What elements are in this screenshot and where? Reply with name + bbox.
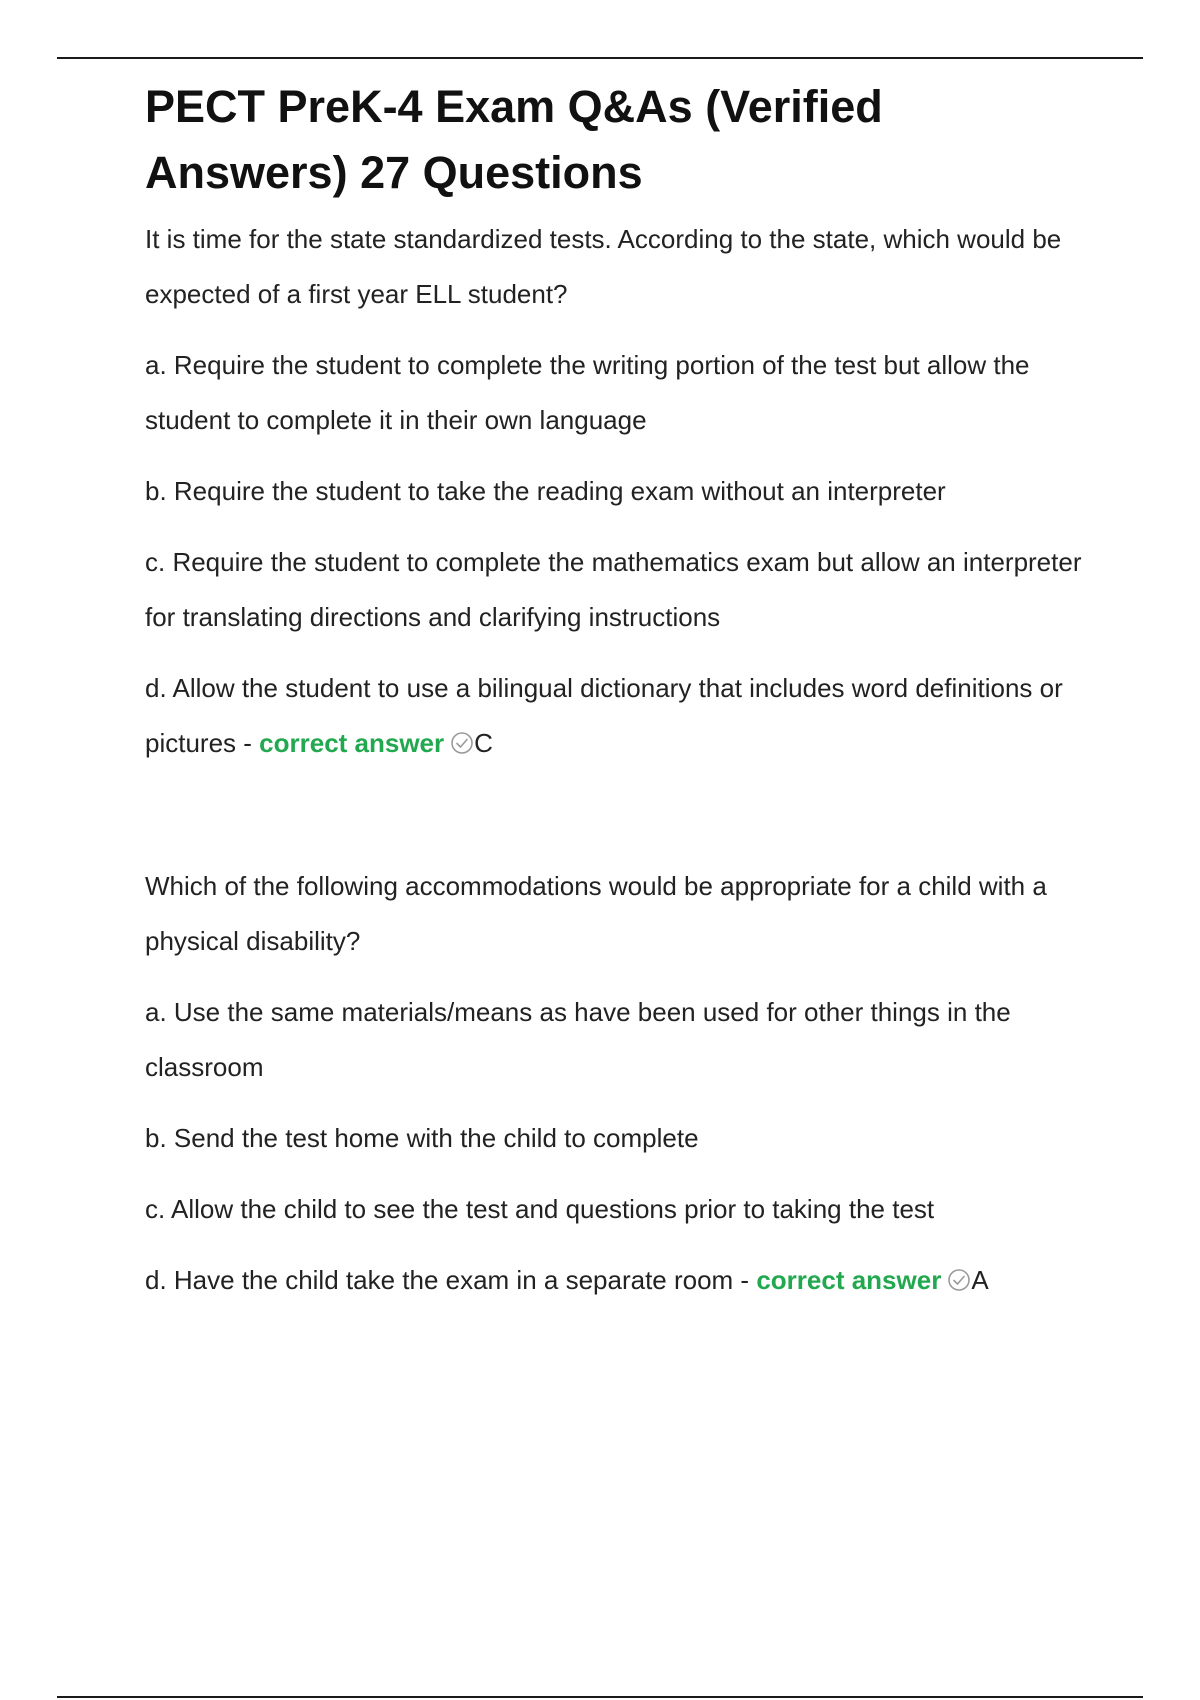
- bottom-rule: [57, 1696, 1143, 1698]
- question-1: [145, 212, 1085, 771]
- correct-answer-label: correct answer: [756, 1265, 942, 1295]
- document-body: [145, 74, 1085, 1308]
- question-2-option-c: c. Allow the child to see the test and questions prior to taking the test: [145, 1194, 935, 1224]
- question-2-prompt: Which of the following accommodations would be appropriate for a child with a physical disability?: [145, 871, 1047, 956]
- question-2: [145, 859, 1085, 1308]
- question-2-option-a: a. Use the same materials/means as have been used for other things in the classroom: [145, 997, 1011, 1082]
- question-1-option-d: [145, 661, 1085, 771]
- question-2-answer-letter: A: [971, 1265, 989, 1295]
- correct-answer-label: correct answer: [259, 728, 445, 758]
- question-1-option-c: c. Require the student to complete the mathematics exam but allow an interpreter for translating directions and clarifying instructions: [145, 547, 1082, 632]
- document-title: PECT PreK-4 Exam Q&As (Verified Answers) 27 Questions: [145, 81, 883, 198]
- question-2-option-b: b. Send the test home with the child to complete: [145, 1123, 699, 1153]
- question-2-options: [145, 985, 1085, 1308]
- check-circle-icon: [450, 731, 474, 755]
- question-2-option-d: [145, 1253, 1085, 1308]
- top-rule: [57, 57, 1143, 59]
- question-2-option-d-text: d. Have the child take the exam in a separate room -: [145, 1265, 750, 1295]
- question-1-prompt: It is time for the state standardized tests. According to the state, which would be expected of a first year ELL student?: [145, 224, 1062, 309]
- question-1-option-a: a. Require the student to complete the writing portion of the test but allow the student to complete it in their own language: [145, 350, 1030, 435]
- question-1-option-b: b. Require the student to take the reading exam without an interpreter: [145, 476, 946, 506]
- check-circle-icon: [947, 1268, 971, 1292]
- question-1-options: [145, 338, 1085, 771]
- question-1-option-d-text: d. Allow the student to use a bilingual dictionary that includes word definitions or pictures -: [145, 673, 1063, 758]
- question-1-answer-letter: C: [474, 728, 493, 758]
